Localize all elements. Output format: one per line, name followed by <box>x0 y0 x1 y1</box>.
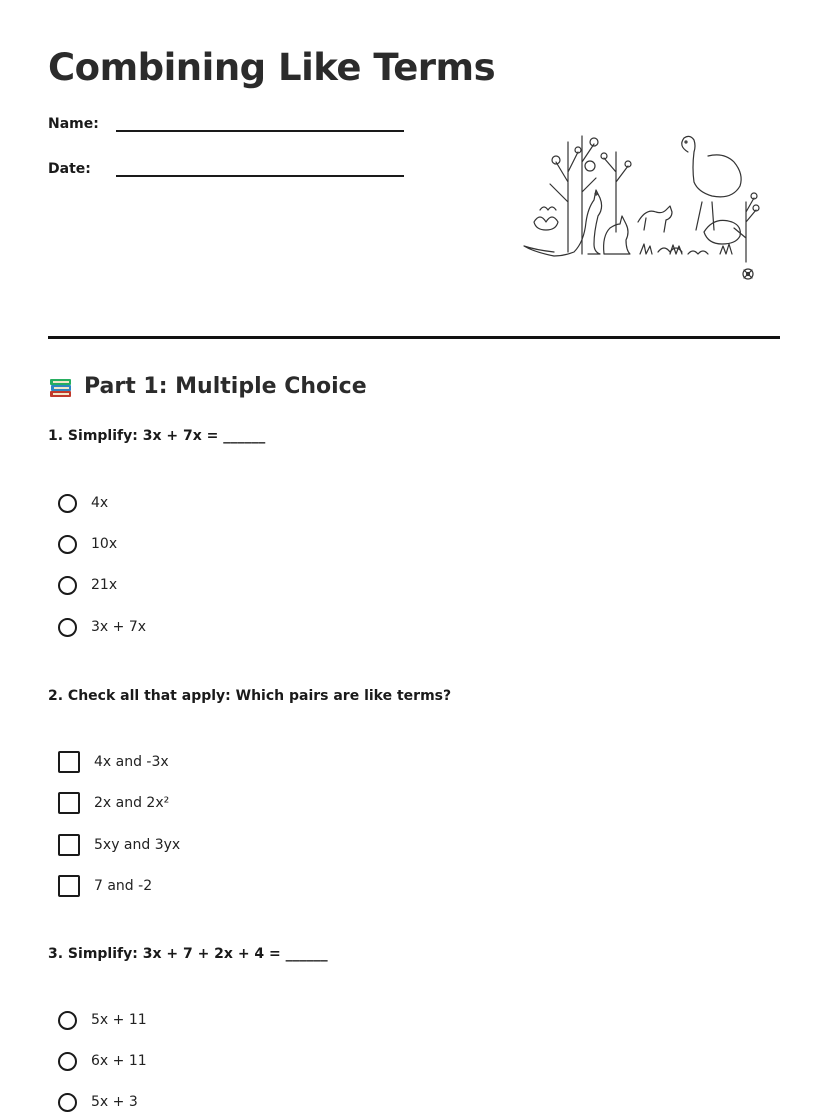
question-1-prompt: 1. Simplify: 3x + 7x = ______ <box>48 428 266 444</box>
q1-option-b-radio[interactable] <box>58 535 77 554</box>
q2-option-a-checkbox[interactable] <box>58 751 80 773</box>
q3-option-a[interactable] <box>58 1008 147 1032</box>
section-title: Part 1: Multiple Choice <box>84 374 367 399</box>
q2-option-a-label: 4x and -3x <box>94 754 169 770</box>
q3-option-b[interactable] <box>58 1049 147 1073</box>
q2-option-d-label: 7 and -2 <box>94 878 153 894</box>
name-line[interactable] <box>116 116 404 132</box>
q2-option-c[interactable] <box>58 833 180 857</box>
q3-option-a-radio[interactable] <box>58 1011 77 1030</box>
q1-option-b-label: 10x <box>91 536 118 552</box>
page-title: Combining Like Terms <box>48 46 496 89</box>
date-label: Date: <box>48 161 91 177</box>
q1-option-c-label: 21x <box>91 577 118 593</box>
q1-option-d[interactable] <box>58 615 146 639</box>
q1-option-a[interactable] <box>58 491 108 515</box>
q2-option-d[interactable] <box>58 874 152 898</box>
q2-option-d-checkbox[interactable] <box>58 875 80 897</box>
name-field <box>48 116 404 132</box>
books-icon <box>48 375 74 399</box>
name-label: Name: <box>48 116 99 132</box>
q2-option-c-label: 5xy and 3yx <box>94 837 181 853</box>
q1-option-a-radio[interactable] <box>58 494 77 513</box>
q3-option-b-label: 6x + 11 <box>91 1053 147 1069</box>
question-2-prompt: 2. Check all that apply: Which pairs are like terms? <box>48 688 452 704</box>
q2-option-c-checkbox[interactable] <box>58 834 80 856</box>
q2-option-b[interactable] <box>58 791 169 815</box>
q3-option-b-radio[interactable] <box>58 1052 77 1071</box>
q2-option-b-checkbox[interactable] <box>58 792 80 814</box>
section-heading <box>48 374 367 399</box>
section-divider <box>48 336 780 339</box>
q2-option-a[interactable] <box>58 750 169 774</box>
australian-wildlife-illustration <box>520 122 768 288</box>
q1-option-a-label: 4x <box>91 495 109 511</box>
date-line[interactable] <box>116 161 404 177</box>
question-3-prompt: 3. Simplify: 3x + 7 + 2x + 4 = ______ <box>48 946 328 962</box>
q3-option-c-radio[interactable] <box>58 1093 77 1112</box>
q3-option-a-label: 5x + 11 <box>91 1012 147 1028</box>
q3-option-c-label: 5x + 3 <box>91 1094 138 1110</box>
q1-option-b[interactable] <box>58 532 117 556</box>
q1-option-d-radio[interactable] <box>58 618 77 637</box>
q1-option-c-radio[interactable] <box>58 576 77 595</box>
q2-option-b-label: 2x and 2x² <box>94 795 170 811</box>
q1-option-d-label: 3x + 7x <box>91 619 147 635</box>
q3-option-c[interactable] <box>58 1090 138 1114</box>
date-field <box>48 161 404 177</box>
q1-option-c[interactable] <box>58 573 117 597</box>
